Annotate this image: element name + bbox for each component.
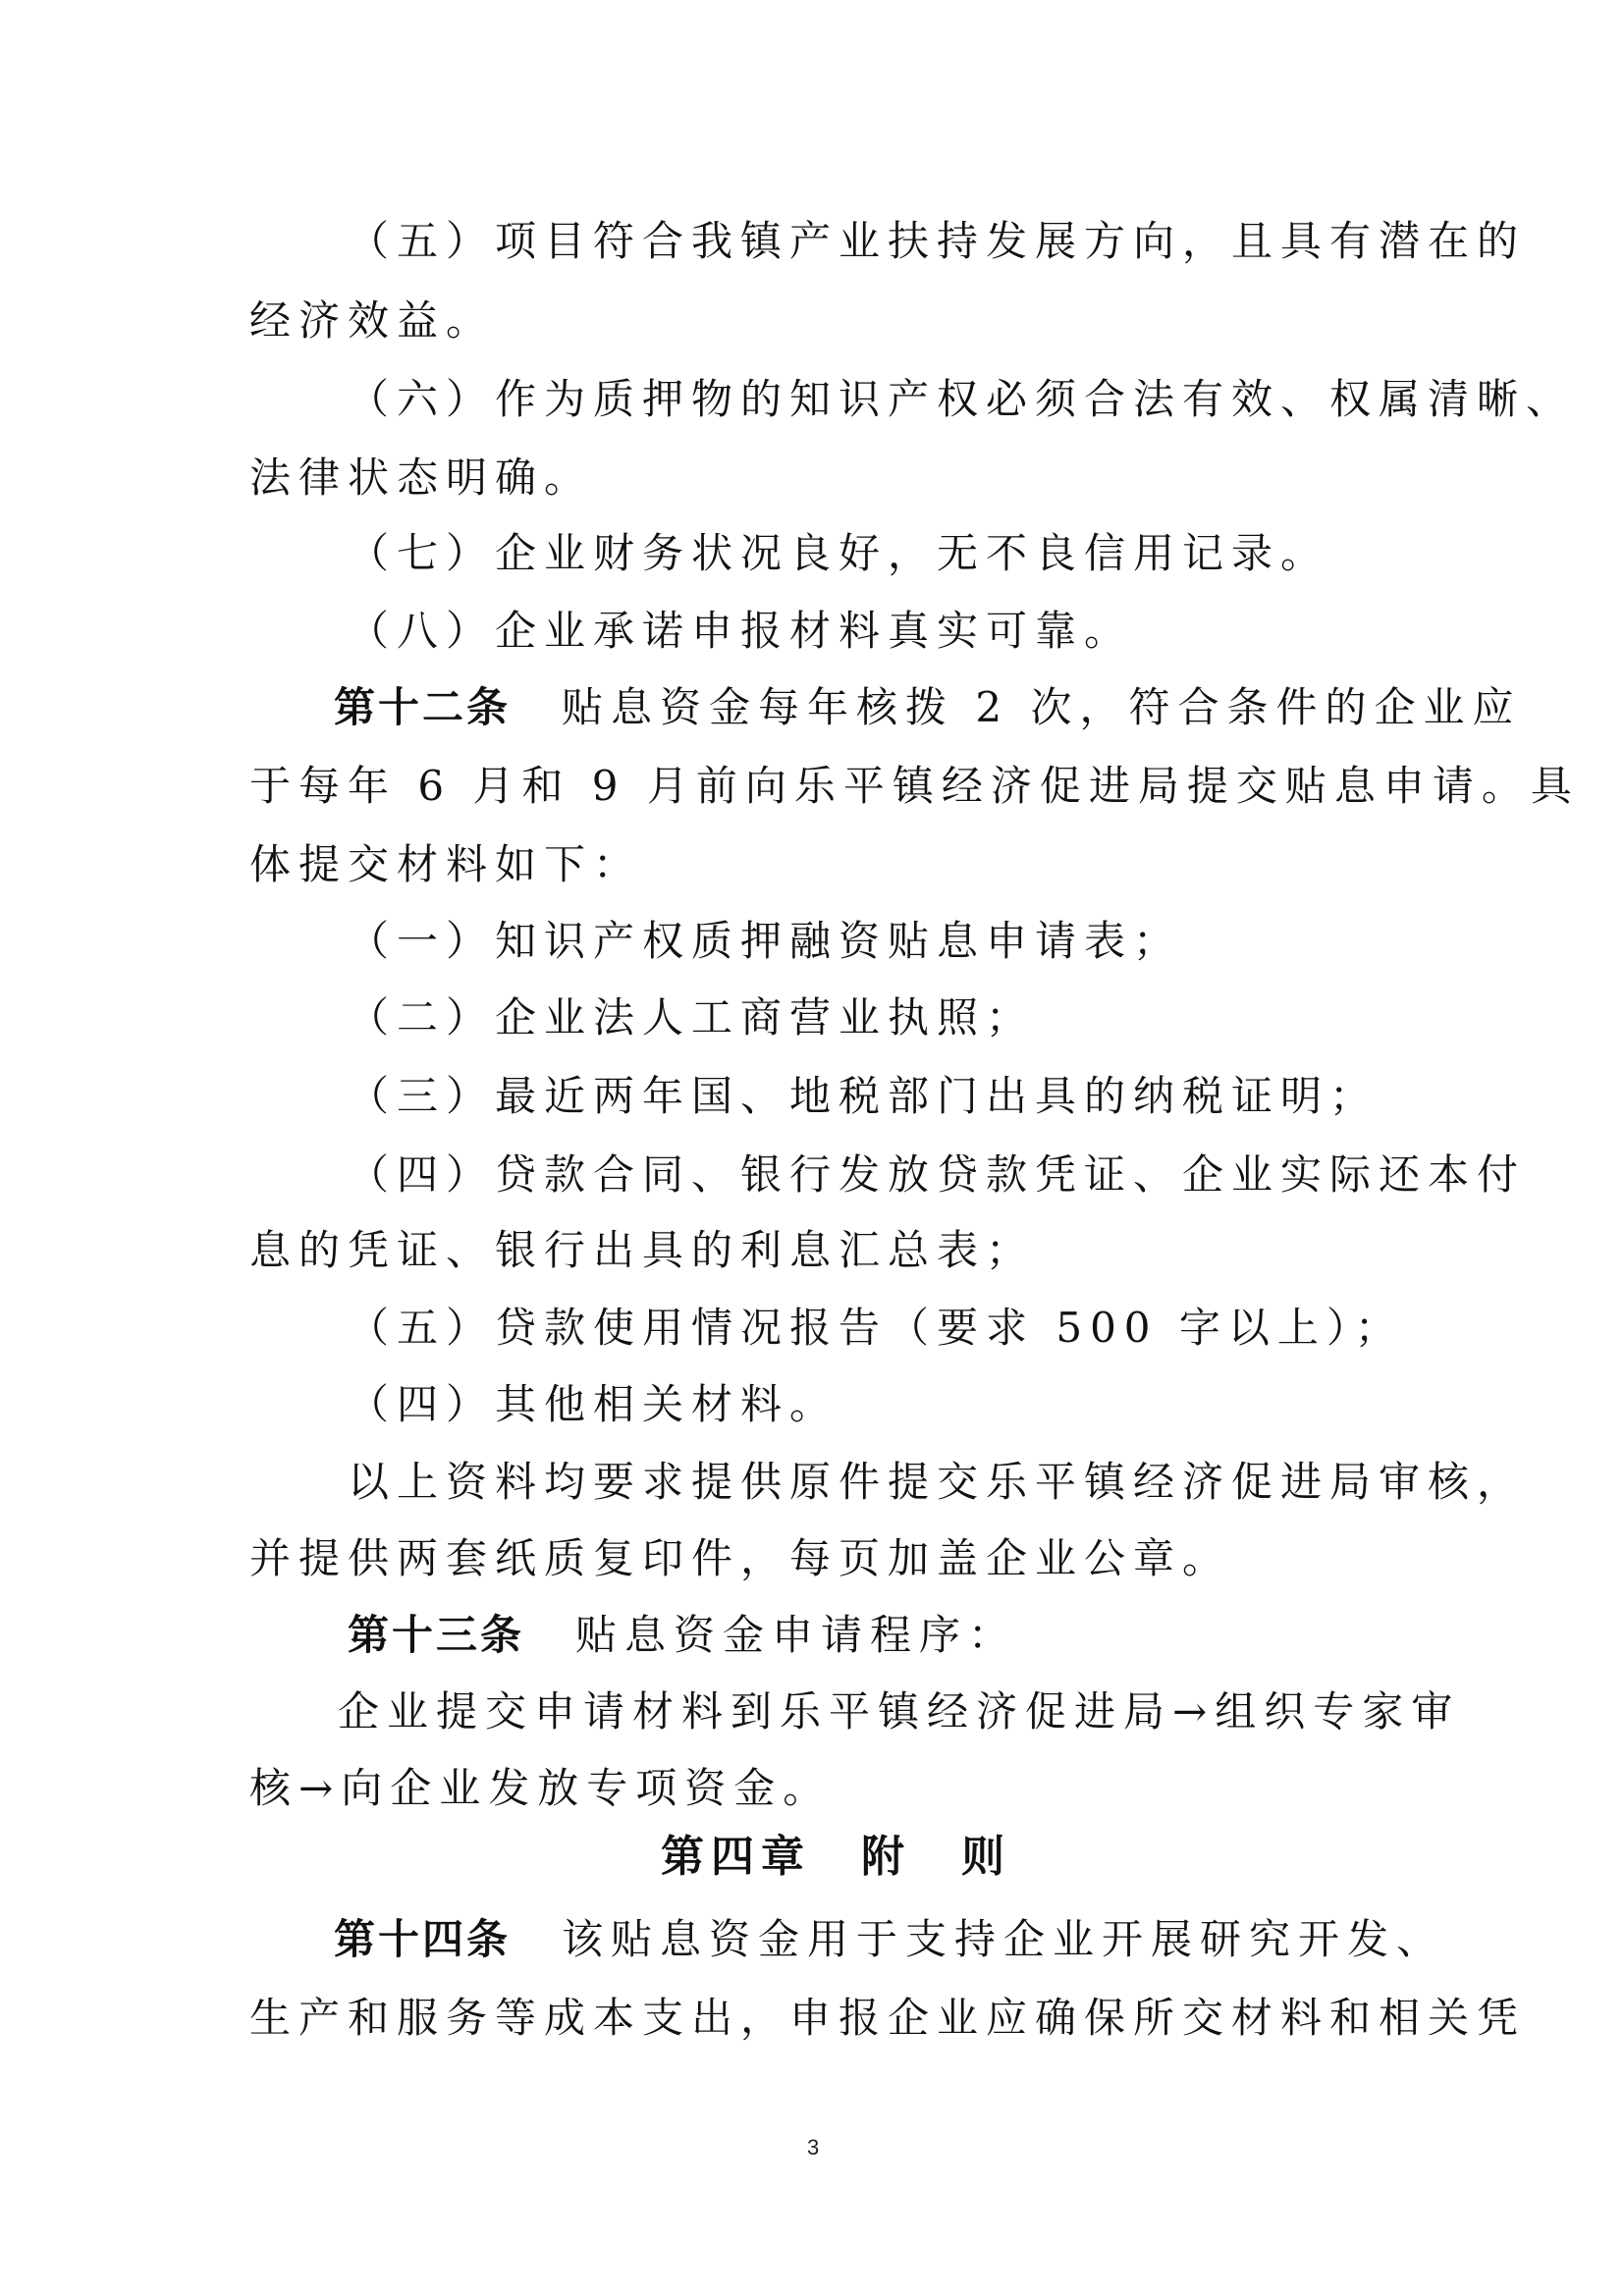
article-twelve-title: 第十二条 (334, 683, 512, 731)
article-fourteen-title: 第十四条 (334, 1915, 512, 1963)
condition-six-line-2: 法律状态明确。 (249, 454, 594, 502)
article-twelve-first-line (334, 682, 1521, 733)
material-item-5: （五）贷款使用情况报告（要求 500 字以上）； (348, 1304, 1404, 1352)
materials-note-line-1: 以上资料均要求提供原件提交乐平镇经济促进局审核， (348, 1458, 1527, 1506)
condition-seven: （七）企业财务状况良好，无不良信用记录。 (348, 529, 1330, 577)
article-fourteen-first-line (334, 1914, 1445, 1965)
article-fourteen-line-2: 生产和服务等成本支出，申报企业应确保所交材料和相关凭 (249, 1994, 1527, 2042)
process-line-1: 企业提交申请材料到乐平镇经济促进局→组织专家审 (338, 1687, 1461, 1735)
article-twelve-text: 贴息资金每年核拨 2 次，符合条件的企业应 (562, 683, 1522, 731)
page-number: 3 (807, 2135, 820, 2160)
condition-five-line-2: 经济效益。 (249, 296, 496, 345)
materials-note-line-2: 并提供两套纸质复印件，每页加盖企业公章。 (249, 1534, 1232, 1582)
material-item-3: （三）最近两年国、地税部门出具的纳税证明； (348, 1072, 1380, 1120)
article-twelve-line-2: 于每年 6 月和 9 月前向乐平镇经济促进局提交贴息申请。具 (249, 762, 1580, 810)
material-item-4-line-1: （四）贷款合同、银行发放贷款凭证、企业实际还本付 (348, 1150, 1527, 1199)
article-thirteen-text: 贴息资金申请程序： (575, 1611, 1018, 1659)
article-thirteen-title: 第十三条 (348, 1611, 525, 1659)
material-item-4-line-2: 息的凭证、银行出具的利息汇总表； (249, 1226, 1036, 1274)
condition-eight: （八）企业承诺申报材料真实可靠。 (348, 607, 1134, 655)
process-line-2: 核→向企业发放专项资金。 (249, 1764, 833, 1812)
condition-six-line-1: （六）作为质押物的知识产权必须合法有效、权属清晰、 (348, 375, 1576, 423)
chapter-heading: 第四章 附 则 (661, 1832, 1011, 1882)
material-item-6: （四）其他相关材料。 (348, 1380, 839, 1428)
article-thirteen-line (348, 1610, 1017, 1661)
material-item-1: （一）知识产权质押融资贴息申请表； (348, 917, 1183, 965)
article-fourteen-text: 该贴息资金用于支持企业开展研究开发、 (562, 1915, 1446, 1963)
material-item-2: （二）企业法人工商营业执照； (348, 993, 1036, 1041)
condition-five-line-1: （五）项目符合我镇产业扶持发展方向，且具有潜在的 (348, 217, 1527, 265)
article-twelve-line-3: 体提交材料如下： (249, 840, 643, 888)
